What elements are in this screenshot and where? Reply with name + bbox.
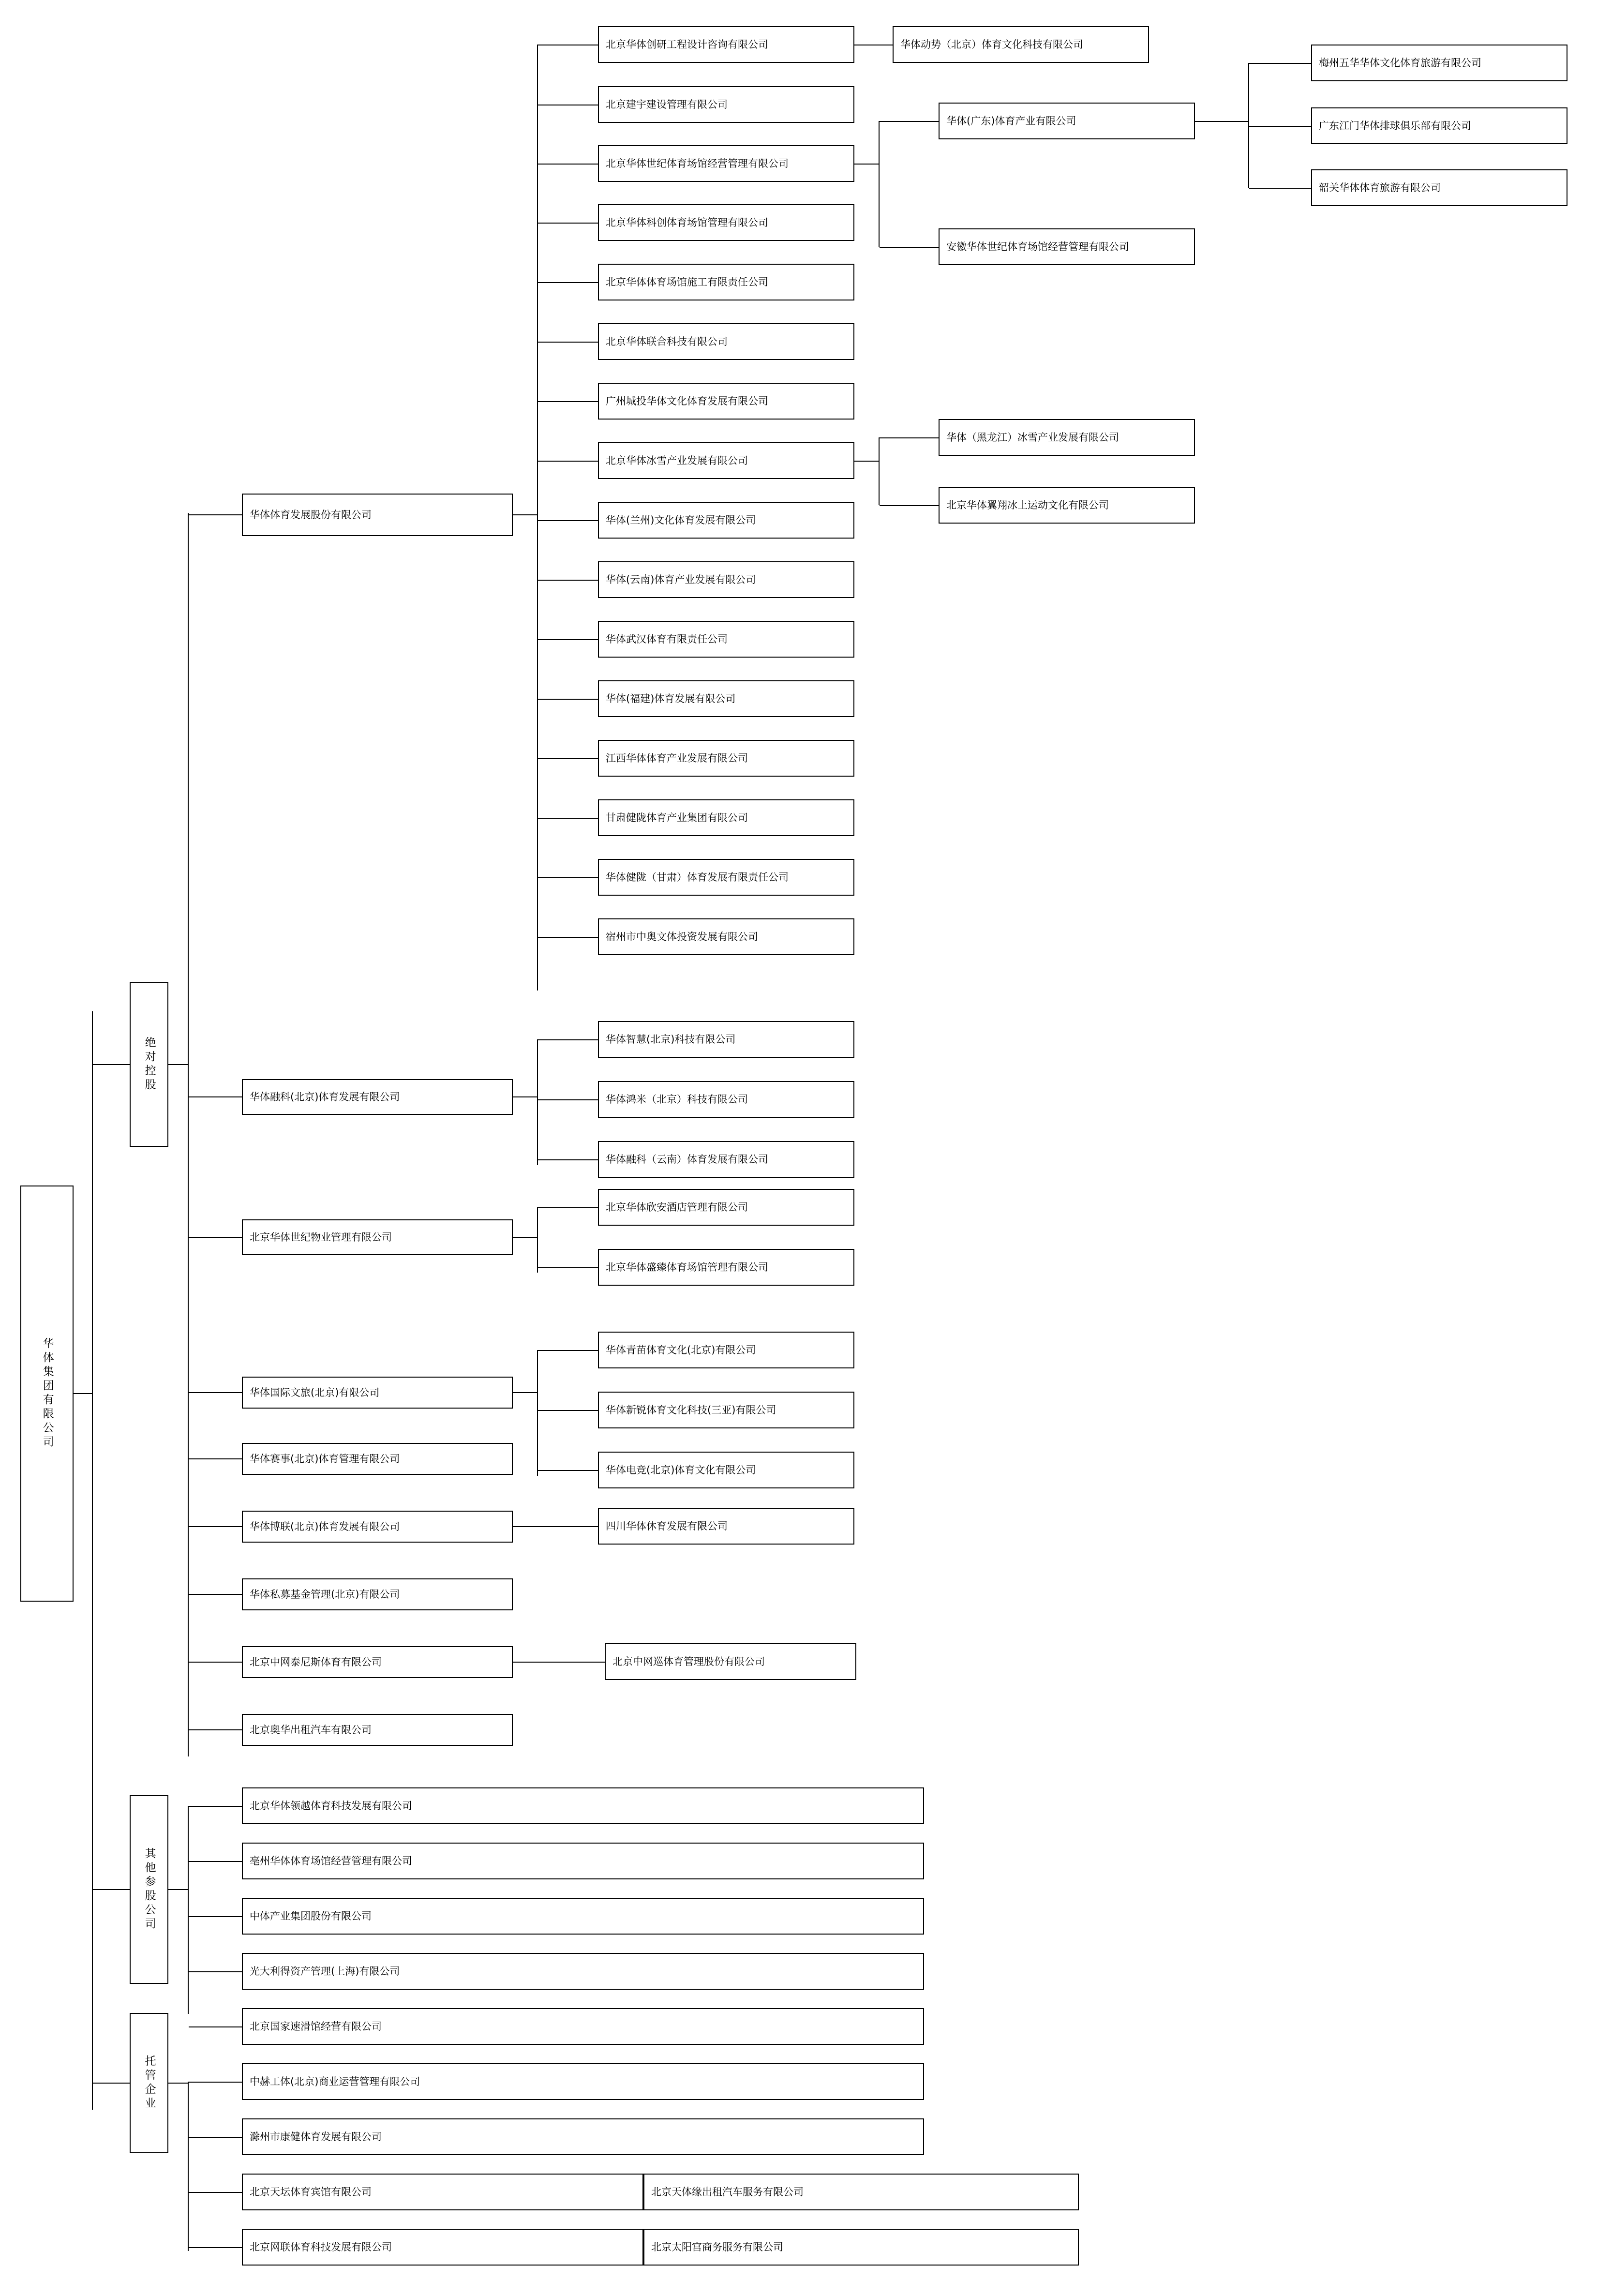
link-c2-ah <box>880 247 939 248</box>
node-l3-yixiang-label: 北京华体翼翔冰上运动文化有限公司 <box>946 499 1109 511</box>
node-l4-meizhou <box>1311 45 1567 81</box>
absolute-stem <box>168 1064 188 1065</box>
node-l2c-child-0-label: 北京华体欣安酒店管理有限公司 <box>606 1201 748 1213</box>
link-l2d-c1 <box>538 1410 598 1411</box>
node-l2h-child-0 <box>605 1643 856 1680</box>
node-l2b-child-0-label: 华体智慧(北京)科技有限公司 <box>606 1033 736 1045</box>
node-l2a-child-3 <box>598 204 854 241</box>
node-l2e <box>242 1443 513 1475</box>
node-l3-guangdong <box>939 103 1195 139</box>
node-l2f-label: 华体博联(北京)体育发展有限公司 <box>250 1520 400 1532</box>
root-spine <box>92 1011 93 2110</box>
node-minority-4 <box>242 2008 924 2045</box>
category-minority-label: 其他参股公司 <box>143 1847 156 1932</box>
l2a-spine <box>537 45 538 990</box>
category-absolute <box>130 982 168 1147</box>
c7-stem <box>854 461 879 462</box>
node-l2d-child-1 <box>598 1392 854 1428</box>
l2c-stem <box>513 1237 537 1238</box>
c2-stem <box>854 164 879 165</box>
link-l2a-c10 <box>538 639 598 640</box>
node-trust-child-0-label: 北京天体缘出租汽车服务有限公司 <box>651 2186 804 2198</box>
link-l2b-c2 <box>538 1159 598 1160</box>
node-l2a <box>242 494 513 536</box>
l2b-stem <box>513 1096 537 1097</box>
link-l2c-c1 <box>538 1267 598 1268</box>
node-minority-6-label: 滁州市康健体育发展有限公司 <box>250 2131 382 2143</box>
node-minority-1 <box>242 1843 924 1879</box>
link-gd-2 <box>1249 188 1311 189</box>
link-l2f <box>189 1526 242 1527</box>
link-l2c-c0 <box>538 1207 598 1208</box>
node-l3-anhui <box>939 228 1195 265</box>
node-l2a-child-12-label: 江西华体体育产业发展有限公司 <box>606 752 748 764</box>
node-l2a-child-4-label: 北京华体体育场馆施工有限责任公司 <box>606 276 768 288</box>
node-l2f <box>242 1511 513 1543</box>
node-l2g <box>242 1578 513 1610</box>
node-trust-child-0 <box>643 2174 1079 2210</box>
node-minority-0-label: 北京华体领越体育科技发展有限公司 <box>250 1800 412 1812</box>
node-trust-0 <box>242 2174 643 2210</box>
link-root-trust <box>93 2083 130 2084</box>
node-l2a-child-9 <box>598 561 854 598</box>
link-l2a-c5 <box>538 342 598 343</box>
root-label: 华体集团有限公司 <box>41 1337 54 1450</box>
link-l2a-c3 <box>538 223 598 224</box>
l2c-spine <box>537 1207 538 1273</box>
l2a-stem <box>513 514 537 515</box>
link-l2b-c1 <box>538 1099 598 1100</box>
node-l2d-child-1-label: 华体新锐体育文化科技(三亚)有限公司 <box>606 1404 776 1416</box>
node-l2a-label: 华体体育发展股份有限公司 <box>250 509 372 521</box>
node-l2a-child-14 <box>598 859 854 896</box>
node-minority-2 <box>242 1898 924 1935</box>
root-node <box>20 1186 74 1602</box>
absolute-spine <box>188 513 189 1756</box>
link-l2a-c4 <box>538 282 598 283</box>
node-minority-0 <box>242 1787 924 1824</box>
link-trust-0 <box>189 2082 242 2083</box>
node-l3-huatidongshi <box>893 26 1149 63</box>
node-l2a-child-3-label: 北京华体科创体育场馆管理有限公司 <box>606 216 768 228</box>
node-l2a-child-4 <box>598 264 854 300</box>
link-l2d-c2 <box>538 1470 598 1471</box>
node-l3-anhui-label: 安徽华体世纪体育场馆经营管理有限公司 <box>946 240 1129 253</box>
node-l3-heilongjiang <box>939 419 1195 456</box>
link-l2b <box>189 1096 242 1097</box>
node-l2a-child-9-label: 华体(云南)体育产业发展有限公司 <box>606 573 756 585</box>
node-l2a-child-1 <box>598 86 854 123</box>
link-l2g <box>189 1594 242 1595</box>
node-l2b-child-2 <box>598 1141 854 1178</box>
root-trunk <box>74 1393 92 1394</box>
node-l2a-child-14-label: 华体健陇（甘肃）体育发展有限责任公司 <box>606 871 789 883</box>
node-l2b-child-0 <box>598 1021 854 1058</box>
node-l2a-child-0 <box>598 26 854 63</box>
node-l4-meizhou-label: 梅州五华华体文化体育旅游有限公司 <box>1319 57 1481 69</box>
link-l2h <box>189 1662 242 1663</box>
link-l2b-c0 <box>538 1039 598 1040</box>
minority-stem <box>168 1889 188 1890</box>
node-minority-3 <box>242 1953 924 1990</box>
node-l4-shaoguan <box>1311 169 1567 206</box>
link-l2i <box>189 1729 242 1730</box>
node-l2g-label: 华体私募基金管理(北京)有限公司 <box>250 1588 400 1600</box>
link-l2d-c0 <box>538 1350 598 1351</box>
node-l2c <box>242 1219 513 1255</box>
node-l2a-child-11-label: 华体(福建)体育发展有限公司 <box>606 692 736 705</box>
node-trust-child-1-label: 北京太阳宫商务服务有限公司 <box>651 2241 783 2253</box>
category-minority <box>130 1795 168 1984</box>
node-l2a-child-15-label: 宿州市中奥文体投资发展有限公司 <box>606 930 758 943</box>
node-l2c-label: 北京华体世纪物业管理有限公司 <box>250 1231 392 1243</box>
node-trust-1-label: 北京网联体育科技发展有限公司 <box>250 2241 392 2253</box>
node-l2c-child-0 <box>598 1189 854 1226</box>
link-gd-1 <box>1249 126 1311 127</box>
node-l2a-child-6 <box>598 383 854 420</box>
node-l2d-label: 华体国际文旅(北京)有限公司 <box>250 1386 380 1398</box>
link-trust-2 <box>189 2192 242 2193</box>
node-l2b <box>242 1079 513 1115</box>
node-l3-heilongjiang-label: 华体（黑龙江）冰雪产业发展有限公司 <box>946 431 1119 443</box>
link-l2h-c0 <box>513 1662 605 1663</box>
link-gd-0 <box>1249 63 1311 64</box>
link-l2a-c6 <box>538 401 598 402</box>
link-min-3 <box>189 1971 242 1972</box>
link-l2e <box>189 1458 242 1459</box>
link-trust-1 <box>189 2137 242 2138</box>
link-l2a-c7 <box>538 461 598 462</box>
link-l2d <box>189 1392 242 1393</box>
link-root-absolute <box>93 1064 130 1065</box>
node-l2h-child-0-label: 北京中网巡体育管理股份有限公司 <box>612 1655 765 1667</box>
node-l2a-child-11 <box>598 680 854 717</box>
node-l2a-child-7-label: 北京华体冰雪产业发展有限公司 <box>606 454 748 466</box>
l2d-stem <box>513 1392 537 1393</box>
node-l2e-label: 华体赛事(北京)体育管理有限公司 <box>250 1453 400 1465</box>
link-min-0 <box>189 1806 242 1807</box>
node-l2a-child-12 <box>598 740 854 777</box>
node-l2a-child-0-label: 北京华体创研工程设计咨询有限公司 <box>606 38 768 50</box>
node-l3-huatidongshi-label: 华体动势（北京）体育文化科技有限公司 <box>900 38 1083 50</box>
node-l2d-child-2-label: 华体电竞(北京)体育文化有限公司 <box>606 1464 756 1476</box>
link-l2a-c8 <box>538 520 598 521</box>
link-l2a-c9 <box>538 580 598 581</box>
link-l2f-c0 <box>513 1526 598 1527</box>
node-l4-jiangmen <box>1311 107 1567 144</box>
node-l2a-child-15 <box>598 918 854 955</box>
node-l2a-child-2 <box>598 145 854 182</box>
l2b-spine <box>537 1039 538 1165</box>
trust-stem <box>168 2083 188 2084</box>
link-c7-0 <box>880 437 939 438</box>
node-l2a-child-7 <box>598 442 854 479</box>
link-l2c <box>189 1237 242 1238</box>
node-l3-yixiang <box>939 487 1195 524</box>
node-l2f-child-0 <box>598 1508 854 1545</box>
node-l2a-child-2-label: 北京华体世纪体育场馆经营管理有限公司 <box>606 157 789 169</box>
link-l2a-c2 <box>538 164 598 165</box>
gd-stem <box>1195 121 1248 122</box>
link-min-2 <box>189 1916 242 1917</box>
node-l2c-child-1-label: 北京华体盛臻体育场馆管理有限公司 <box>606 1261 768 1273</box>
node-l2d-child-2 <box>598 1452 854 1488</box>
trust-spine <box>188 2082 189 2251</box>
node-l2d-child-0 <box>598 1332 854 1368</box>
link-c2-gd <box>880 121 939 122</box>
link-l2a-c13 <box>538 818 598 819</box>
node-minority-6 <box>242 2118 924 2155</box>
node-l2a-child-5-label: 北京华体联合科技有限公司 <box>606 335 728 347</box>
node-l2b-child-1 <box>598 1081 854 1118</box>
link-root-minority <box>93 1889 130 1890</box>
node-minority-1-label: 亳州华体体育场馆经营管理有限公司 <box>250 1855 412 1867</box>
category-absolute-label: 绝对控股 <box>143 1036 156 1093</box>
node-l2a-child-6-label: 广州城投华体文化体育发展有限公司 <box>606 395 768 407</box>
link-l2a <box>189 514 242 515</box>
node-minority-2-label: 中体产业集团股份有限公司 <box>250 1910 372 1922</box>
node-minority-5 <box>242 2063 924 2100</box>
node-l2h <box>242 1646 513 1678</box>
node-l4-jiangmen-label: 广东江门华体排球俱乐部有限公司 <box>1319 120 1471 132</box>
category-trust-label: 托管企业 <box>143 2055 156 2111</box>
node-minority-4-label: 北京国家速滑馆经营有限公司 <box>250 2020 382 2032</box>
node-l3-guangdong-label: 华体(广东)体育产业有限公司 <box>946 115 1076 127</box>
node-minority-5-label: 中赫工体(北京)商业运营管理有限公司 <box>250 2075 420 2087</box>
node-l2h-label: 北京中网泰尼斯体育有限公司 <box>250 1656 382 1668</box>
node-trust-0-label: 北京天坛体育宾馆有限公司 <box>250 2186 372 2198</box>
link-trust-3 <box>189 2247 242 2248</box>
node-l2f-child-0-label: 四川华体休育发展有限公司 <box>606 1520 728 1532</box>
node-l2a-child-13 <box>598 799 854 836</box>
link-min-4 <box>189 2026 242 2027</box>
node-l2a-child-1-label: 北京建宇建设管理有限公司 <box>606 98 728 110</box>
node-l2c-child-1 <box>598 1249 854 1286</box>
node-l2d <box>242 1377 513 1409</box>
node-l2d-child-0-label: 华体青苗体育文化(北京)有限公司 <box>606 1344 756 1356</box>
link-c7-1 <box>880 505 939 506</box>
link-l2a-c12 <box>538 758 598 759</box>
l2d-spine <box>537 1350 538 1476</box>
node-l2b-child-2-label: 华体融科（云南）体育发展有限公司 <box>606 1153 768 1165</box>
node-l2a-child-13-label: 甘肃健陇体育产业集团有限公司 <box>606 811 748 824</box>
c2-spine <box>879 121 880 247</box>
node-l2a-child-10 <box>598 621 854 658</box>
node-l4-shaoguan-label: 韶关华体体育旅游有限公司 <box>1319 181 1441 194</box>
node-l2a-child-5 <box>598 323 854 360</box>
link-min-1 <box>189 1861 242 1862</box>
node-l2i <box>242 1714 513 1746</box>
node-l2i-label: 北京奥华出租汽车有限公司 <box>250 1724 372 1736</box>
category-trust <box>130 2013 168 2153</box>
c7-spine <box>879 437 880 505</box>
link-l2a-c15 <box>538 937 598 938</box>
link-l2a-c14 <box>538 877 598 878</box>
minority-spine <box>188 1806 189 2014</box>
gd-spine <box>1248 63 1249 188</box>
node-trust-1 <box>242 2229 643 2266</box>
node-l2b-child-1-label: 华体鸿米（北京）科技有限公司 <box>606 1093 748 1105</box>
node-l2a-child-10-label: 华体武汉体育有限责任公司 <box>606 633 728 645</box>
node-trust-child-1 <box>643 2229 1079 2266</box>
node-l2b-label: 华体融科(北京)体育发展有限公司 <box>250 1091 400 1103</box>
link-l2a-c11 <box>538 699 598 700</box>
node-l2a-child-8 <box>598 502 854 539</box>
node-minority-3-label: 光大利得资产管理(上海)有限公司 <box>250 1965 400 1977</box>
node-l2a-child-8-label: 华体(兰州)文化体育发展有限公司 <box>606 514 756 526</box>
